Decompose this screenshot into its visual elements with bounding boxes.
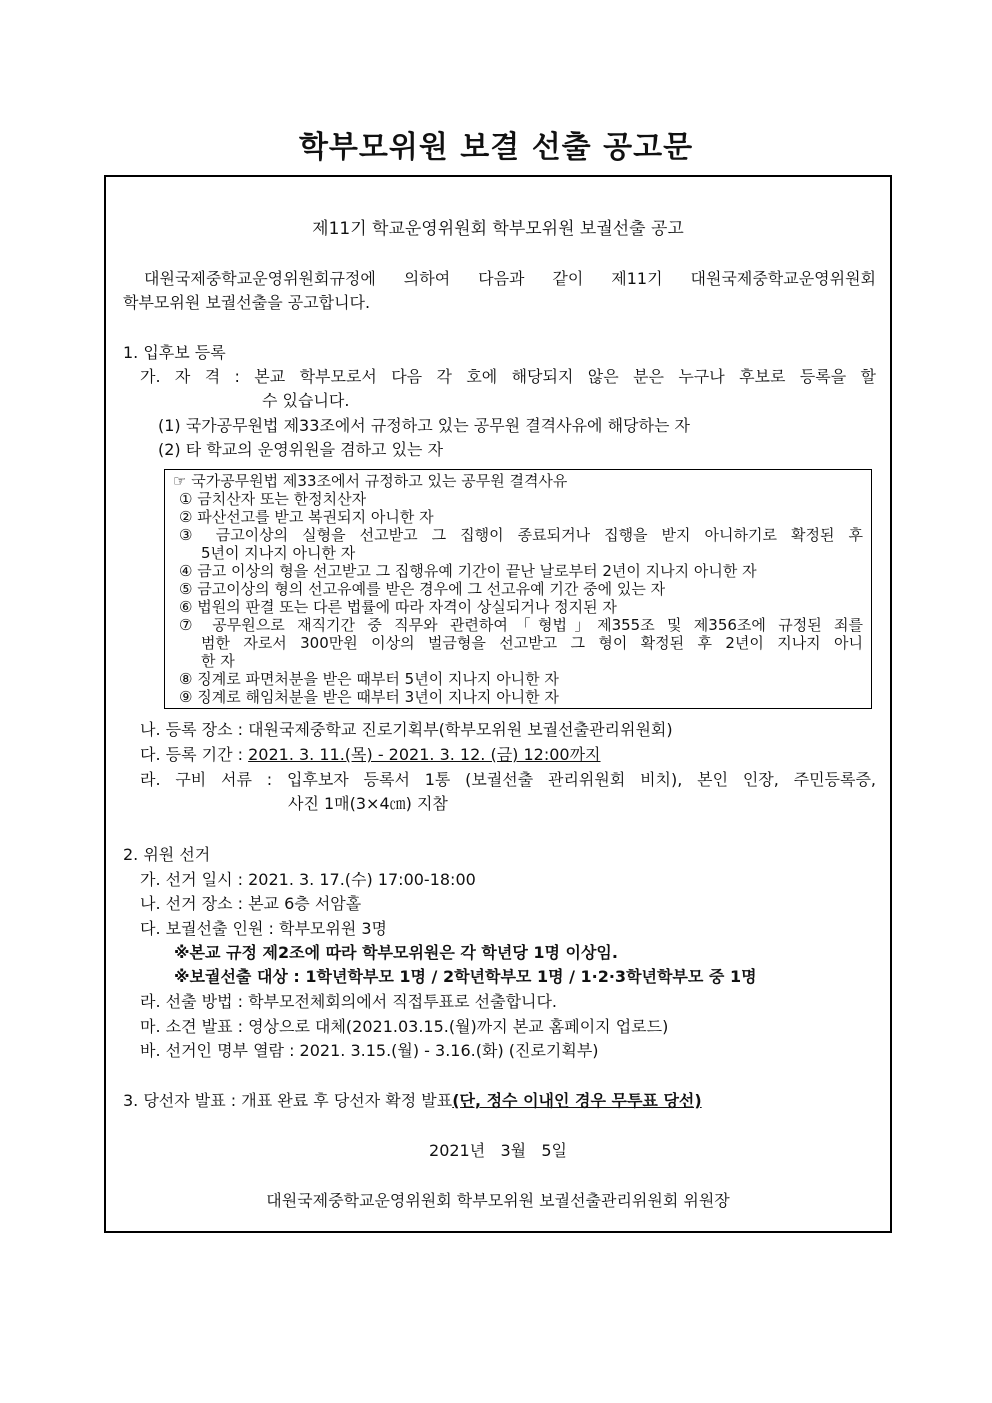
section1-registration-place: 나. 등록 장소 : 대원국제중학교 진로기획부(학부모위원 보궐선출관리위원회) — [140, 720, 673, 739]
box-item-5: ⑤ 금고이상의 형의 선고유예를 받은 경우에 그 선고유예 기간 중에 있는 자 — [179, 580, 666, 598]
section1-documents-line1: 라. 구비 서류 : 입후보자 등록서 1통 (보궐선출 관리위원회 비치), 본인 인장, 주민등록증, — [140, 770, 876, 789]
registration-period-value: 2021. 3. 11.(목) - 2021. 3. 12. (금) 12:00까지 — [248, 745, 601, 764]
notice-heading: 제11기 학교운영위원회 학부모위원 보궐선출 공고 — [312, 219, 684, 239]
box-item-8: ⑧ 징계로 파면처분을 받은 때부터 5년이 지나지 아니한 자 — [179, 670, 559, 688]
box-item-7: ⑦ 공무원으로 재직기간 중 직무와 관련하여「형법」제355조 및 제356조에 규정된 죄를 — [179, 616, 863, 634]
box-item-4: ④ 금고 이상의 형을 선고받고 그 집행유예 기간이 끝난 날로부터 2년이 지나지 아니한 자 — [179, 562, 757, 580]
section2-speech: 마. 소견 발표 : 영상으로 대체(2021.03.15.(월)까지 본교 홈페이지 업로드) — [140, 1017, 669, 1036]
section1-qualification-line1: 가. 자 격 : 본교 학부모로서 다음 각 호에 해당되지 않은 분은 누구나 후보로 등록을 할 — [140, 367, 876, 386]
section2-note-1: ※본교 규정 제2조에 따라 학부모위원은 각 학년당 1명 이상임. — [174, 943, 618, 962]
section2-voter-list: 바. 선거인 명부 열람 : 2021. 3.15.(월) - 3.16.(화) (진로기획부) — [140, 1041, 599, 1060]
notice-intro-line1: 대원국제중학교운영위원회규정에 의하여 다음과 같이 제11기 대원국제중학교운영위원회 — [144, 269, 876, 288]
notice-date: 2021년 3월 5일 — [429, 1141, 567, 1160]
section3-announcement — [123, 1091, 702, 1111]
section1-condition-1: (1) 국가공무원법 제33조에서 규정하고 있는 공무원 결격사유에 해당하는 자 — [158, 416, 690, 435]
box-item-6: ⑥ 법원의 판결 또는 다른 법률에 따라 자격이 상실되거나 정지된 자 — [179, 598, 617, 616]
section2-title: 2. 위원 선거 — [123, 845, 211, 864]
box-item-7-cont2: 한 자 — [201, 652, 235, 670]
registration-period-label: 다. 등록 기간 : — [140, 745, 249, 764]
notice-frame — [104, 175, 892, 1233]
box-item-2: ② 파산선고를 받고 복권되지 아니한 자 — [179, 508, 434, 526]
box-item-3: ③ 금고이상의 실형을 선고받고 그 집행이 종료되거나 집행을 받지 아니하기로 확정된 후 — [179, 526, 863, 544]
box-item-1: ① 금치산자 또는 한정치산자 — [179, 490, 367, 508]
section1-condition-2: (2) 타 학교의 운영위원을 겸하고 있는 자 — [158, 440, 444, 459]
section1-documents-line2: 사진 1매(3×4㎝) 지참 — [288, 794, 448, 813]
box-title: ☞ 국가공무원법 제33조에서 규정하고 있는 공무원 결격사유 — [173, 472, 568, 490]
section2-seats: 다. 보궐선출 인원 : 학부모위원 3명 — [140, 919, 388, 938]
notice-intro-line2: 학부모위원 보궐선출을 공고합니다. — [123, 293, 371, 312]
page-title: 학부모위원 보결 선출 공고문 — [298, 130, 694, 165]
box-item-3-cont: 5년이 지나지 아니한 자 — [201, 544, 356, 562]
section2-note-2: ※보궐선출 대상 : 1학년학부모 1명 / 2학년학부모 1명 / 1·2·3학년학부모 중 1명 — [174, 967, 757, 986]
section2-election-date: 가. 선거 일시 : 2021. 3. 17.(수) 17:00-18:00 — [140, 870, 476, 889]
notice-signature: 대원국제중학교운영위원회 학부모위원 보궐선출관리위원회 위원장 — [266, 1191, 730, 1210]
section1-title: 1. 입후보 등록 — [123, 343, 226, 362]
section1-registration-period — [140, 745, 601, 765]
box-item-9: ⑨ 징계로 해임처분을 받은 때부터 3년이 지나지 아니한 자 — [179, 688, 559, 706]
section3-emphasis: (단, 정수 이내인 경우 무투표 당선) — [452, 1091, 702, 1110]
section1-qualification-line2: 수 있습니다. — [262, 391, 350, 410]
box-item-7-cont: 범한 자로서 300만원 이상의 벌금형을 선고받고 그 형이 확정된 후 2년이 지나지 아니 — [201, 634, 863, 652]
section2-method: 라. 선출 방법 : 학부모전체회의에서 직접투표로 선출합니다. — [140, 992, 558, 1011]
section2-election-place: 나. 선거 장소 : 본교 6층 서암홀 — [140, 894, 362, 913]
disqualification-box — [164, 469, 872, 709]
section3-text: 3. 당선자 발표 : 개표 완료 후 당선자 확정 발표 — [123, 1091, 453, 1110]
